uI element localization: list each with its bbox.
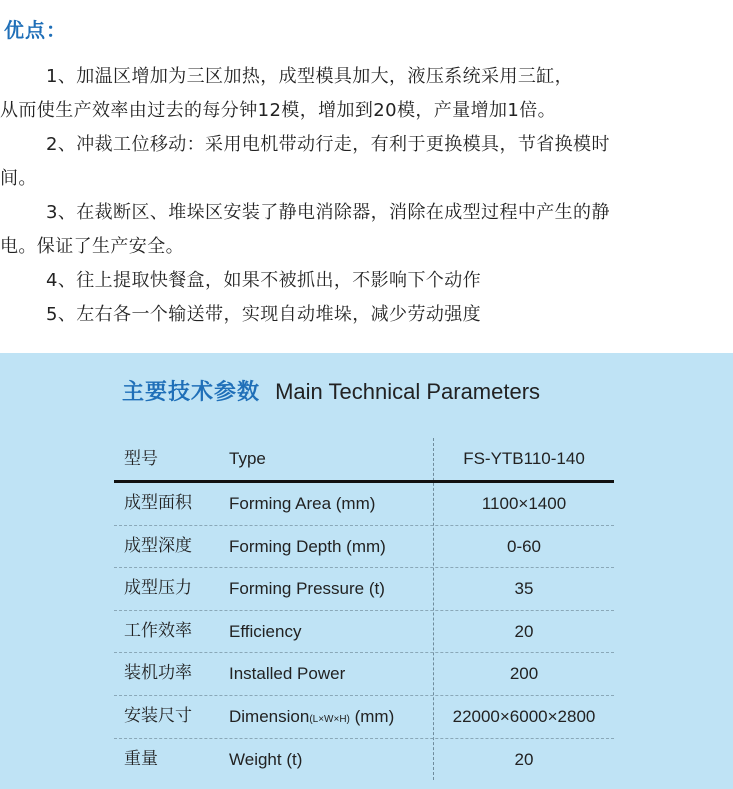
row-en: Forming Area (mm)	[229, 494, 376, 513]
row-en-sub: (L×W×H)	[309, 713, 350, 725]
parameters-table	[114, 438, 614, 780]
advantage-item-4	[0, 264, 733, 298]
row-val: 1100×1400	[481, 494, 567, 513]
row-val: 200	[509, 664, 539, 684]
row-cn: 安装尺寸	[124, 705, 192, 726]
parameters-panel	[0, 353, 733, 789]
advantage-item-2-line-1: 2、冲裁工位移动：采用电机带动行走，有利于更换模具，节省换模时	[46, 134, 610, 155]
table-row	[114, 611, 614, 654]
table-row	[114, 739, 614, 781]
row-en-main: Dimension	[229, 706, 310, 726]
row-en: Weight (t)	[229, 749, 303, 769]
row-cn: 重量	[124, 748, 158, 769]
advantage-item-4-line-1: 4、往上提取快餐盒，如果不被抓出，不影响下个动作	[46, 270, 482, 291]
row-val: 22000×6000×2800	[452, 706, 596, 726]
row-en: Forming Pressure (t)	[229, 579, 385, 599]
parameters-title-en: Main Technical Parameters	[275, 379, 541, 404]
row-cn: 装机功率	[124, 663, 192, 684]
parameters-title	[122, 375, 540, 406]
table-row	[114, 526, 614, 569]
row-cn: 成型压力	[124, 578, 192, 599]
table-row	[114, 483, 614, 526]
advantage-item-1	[0, 60, 733, 128]
row-en	[229, 696, 394, 741]
table-row	[114, 696, 614, 739]
row-en: Installed Power	[229, 664, 346, 684]
advantages-title: 优点：	[4, 18, 67, 42]
header-cn: 型号	[124, 449, 158, 469]
row-cn: 成型深度	[124, 535, 192, 556]
row-val: 20	[514, 621, 534, 641]
advantage-item-1-line-1: 1、加温区增加为三区加热，成型模具加大，液压系统采用三缸，	[46, 66, 574, 87]
advantage-item-2-line-2: 间。	[0, 168, 37, 189]
advantage-item-3-line-2: 电。保证了生产安全。	[0, 236, 184, 257]
advantage-item-3-line-1: 3、在裁断区、堆垛区安装了静电消除器，消除在成型过程中产生的静	[46, 202, 610, 223]
table-header-row	[114, 438, 614, 483]
parameters-title-cn: 主要技术参数	[122, 380, 261, 405]
table-row	[114, 568, 614, 611]
row-cn: 工作效率	[124, 620, 192, 641]
row-val: 0-60	[506, 536, 542, 556]
advantage-item-2	[0, 128, 733, 196]
row-val: 35	[514, 579, 534, 599]
advantage-item-5-line-1: 5、左右各一个输送带，实现自动堆垛，减少劳动强度	[46, 304, 482, 325]
advantage-item-1-line-2: 从而使生产效率由过去的每分钟12模，增加到20模，产量增加1倍。	[0, 100, 557, 121]
row-val: 20	[514, 749, 534, 769]
header-en: Type	[229, 449, 266, 468]
row-en-unit: (mm)	[349, 706, 395, 726]
row-en: Efficiency	[229, 621, 302, 641]
row-cn: 成型面积	[124, 493, 192, 513]
advantage-item-5	[0, 298, 733, 332]
header-val: FS-YTB110-140	[463, 449, 585, 468]
advantages-list	[0, 60, 733, 332]
row-en: Forming Depth (mm)	[229, 536, 386, 556]
advantage-item-3	[0, 196, 733, 264]
table-row	[114, 653, 614, 696]
